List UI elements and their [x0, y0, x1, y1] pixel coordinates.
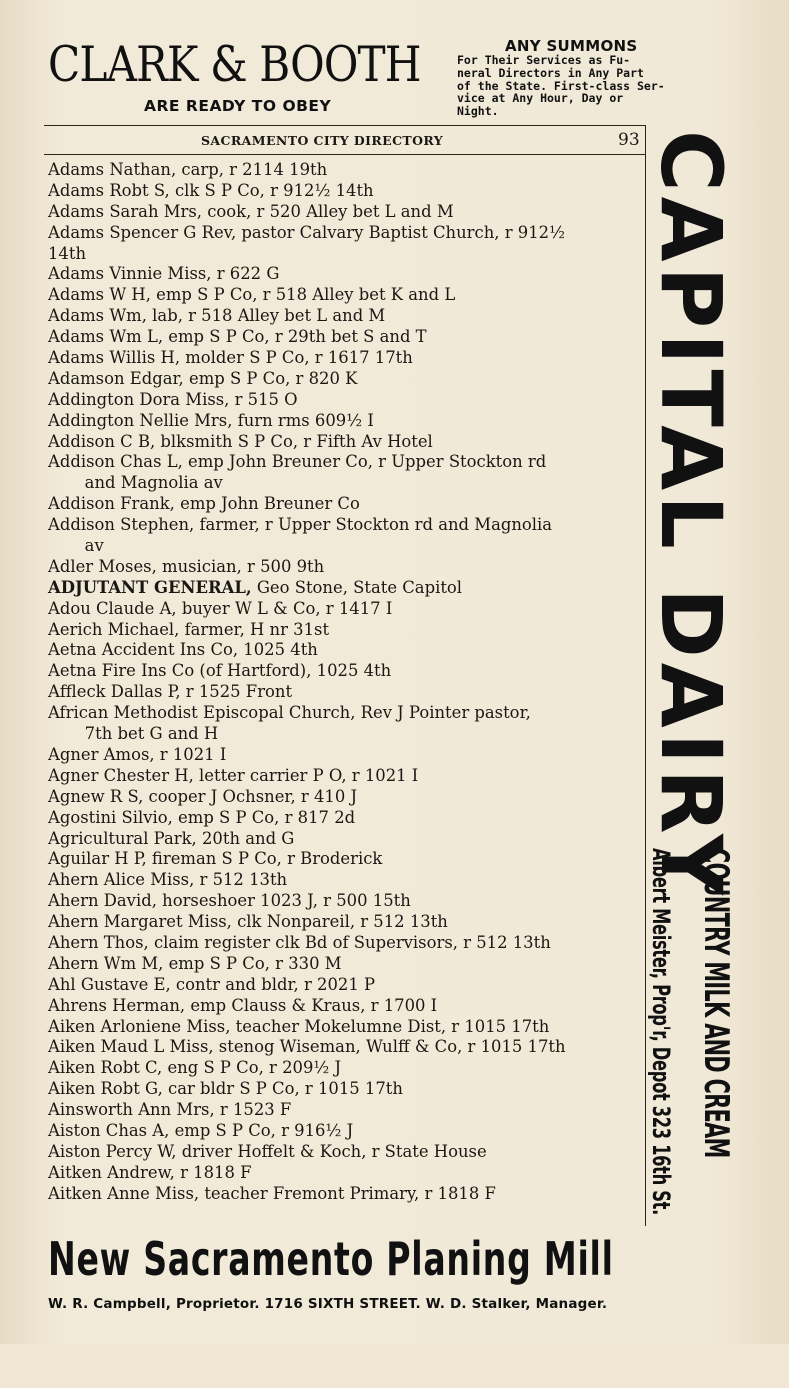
- directory-entry: Ahern David, horseshoer 1023 J, r 500 15th: [48, 891, 411, 912]
- ad-services-line: Night.: [457, 104, 499, 119]
- header-divider: [44, 154, 646, 155]
- directory-entry: Aiken Robt G, car bldr S P Co, r 1015 17th: [48, 1079, 403, 1100]
- directory-entry: Aitken Anne Miss, teacher Fremont Primary, r 1818 F: [48, 1183, 496, 1204]
- directory-entry: Ahern Margaret Miss, clk Nonpareil, r 512 13th: [48, 912, 448, 933]
- directory-entries: [48, 160, 643, 1205]
- directory-entry: Agner Chester H, letter carrier P O, r 1021 I: [48, 765, 419, 786]
- directory-entry: Aiken Robt C, eng S P Co, r 209½ J: [48, 1058, 342, 1079]
- directory-entry-continuation: 14th: [48, 243, 87, 264]
- page-number: 93: [618, 130, 640, 150]
- directory-entry: Adams Robt S, clk S P Co, r 912½ 14th: [48, 180, 374, 201]
- directory-entry: Adams Spencer G Rev, pastor Calvary Baptist Church, r 912½: [48, 222, 565, 243]
- directory-entry: Addison Stephen, farmer, r Upper Stockton rd and Magnolia: [48, 515, 553, 536]
- directory-entry: Ainsworth Ann Mrs, r 1523 F: [48, 1100, 292, 1121]
- directory-entry: Ahern Alice Miss, r 512 13th: [48, 870, 288, 891]
- ad-services-line: of the State. First-class Ser-: [457, 78, 665, 93]
- directory-entry: Aerich Michael, farmer, H nr 31st: [48, 619, 330, 640]
- directory-entry: Adams Vinnie Miss, r 622 G: [48, 264, 280, 285]
- side-ad-product: [696, 848, 736, 1356]
- funeral-advertisement: [0, 30, 789, 125]
- mill-advertisement-subline: W. R. Campbell, Proprietor. 1716 SIXTH STREET. W. D. Stalker, Manager.: [48, 1296, 608, 1312]
- ad-services-line: vice at Any Hour, Day or: [457, 91, 624, 106]
- directory-entry: Addington Nellie Mrs, furn rms 609½ I: [48, 410, 374, 431]
- directory-entry: Addington Dora Miss, r 515 O: [48, 389, 298, 410]
- directory-entry: Agricultural Park, 20th and G: [48, 828, 295, 849]
- directory-entry: Ahern Thos, claim register clk Bd of Supervisors, r 512 13th: [48, 932, 551, 953]
- directory-entry: Adams W H, emp S P Co, r 518 Alley bet K and L: [48, 285, 456, 306]
- directory-entry: [48, 578, 622, 599]
- directory-entry: Agner Amos, r 1021 I: [48, 744, 227, 765]
- directory-entry: Addison Chas L, emp John Breuner Co, r Upper Stockton rd: [48, 452, 547, 473]
- directory-entry: Aitken Andrew, r 1818 F: [48, 1162, 252, 1183]
- directory-entry: Adams Nathan, carp, r 2114 19th: [48, 160, 328, 180]
- directory-entry: Aetna Fire Ins Co (of Hartford), 1025 4th: [48, 661, 392, 682]
- directory-entry: Aetna Accident Ins Co, 1025 4th: [48, 640, 318, 661]
- entry-bold-name: ADJUTANT GENERAL,: [48, 577, 252, 598]
- directory-entry: Agnew R S, cooper J Ochsner, r 410 J: [48, 786, 358, 807]
- directory-entry: Adams Willis H, molder S P Co, r 1617 17th: [48, 348, 413, 369]
- entry-detail: Geo Stone, State Capitol: [251, 577, 463, 598]
- directory-entry-continuation: and Magnolia av: [84, 473, 223, 494]
- directory-entry: Adams Wm, lab, r 518 Alley bet L and M: [48, 306, 386, 327]
- ad-services-line: neral Directors in Any Part: [457, 65, 644, 80]
- directory-entry: Addison Frank, emp John Breuner Co: [48, 494, 360, 515]
- directory-entry: Aguilar H P, fireman S P Co, r Broderick: [48, 849, 383, 870]
- running-header-title: SACRAMENTO CITY DIRECTORY: [201, 133, 444, 148]
- side-ad-dairy-name: CAPITAL DAIRY: [642, 130, 740, 900]
- ad-summons-block: [457, 38, 692, 118]
- side-ad-proprietor: [648, 848, 674, 1388]
- side-ad-proprietor-text: Albert Meister, Prop'r, Depot 323 16th St.: [647, 848, 675, 1215]
- directory-entry: Ahl Gustave E, contr and bldr, r 2021 P: [48, 974, 376, 995]
- directory-entry: Adams Sarah Mrs, cook, r 520 Alley bet L and M: [48, 201, 454, 222]
- directory-entry-continuation: av: [84, 536, 104, 557]
- directory-entry: Ahern Wm M, emp S P Co, r 330 M: [48, 953, 342, 974]
- directory-entry: Aiston Percy W, driver Hoffelt & Koch, r State House: [48, 1141, 487, 1162]
- directory-entry: Aiken Arloniene Miss, teacher Mokelumne Dist, r 1015 17th: [48, 1016, 550, 1037]
- ad-brand-name: CLARK & BOOTH: [48, 36, 421, 93]
- directory-entry: Aiken Maud L Miss, stenog Wiseman, Wulff & Co, r 1015 17th: [48, 1037, 566, 1058]
- directory-entry: Aiston Chas A, emp S P Co, r 916½ J: [48, 1120, 354, 1141]
- mill-advertisement-title: New Sacramento Planing Mill: [48, 1232, 614, 1286]
- directory-entry: Agostini Silvio, emp S P Co, r 817 2d: [48, 807, 356, 828]
- ad-tagline: ARE READY TO OBEY: [144, 97, 332, 115]
- side-ad-product-text: COUNTRY MILK AND CREAM: [696, 848, 736, 1158]
- directory-entry: African Methodist Episcopal Church, Rev J Pointer pastor,: [48, 703, 531, 724]
- directory-entry: Addison C B, blksmith S P Co, r Fifth Av Hotel: [48, 431, 433, 452]
- directory-entry: Adamson Edgar, emp S P Co, r 820 K: [48, 368, 358, 389]
- directory-entry: Affleck Dallas P, r 1525 Front: [48, 682, 293, 703]
- directory-entry: Adler Moses, musician, r 500 9th: [48, 556, 325, 577]
- ad-services-line: For Their Services as Fu-: [457, 53, 631, 67]
- directory-entry-continuation: 7th bet G and H: [84, 724, 219, 745]
- directory-entry: Adou Claude A, buyer W L & Co, r 1417 I: [48, 598, 393, 619]
- directory-entry: Adams Wm L, emp S P Co, r 29th bet S and T: [48, 327, 427, 348]
- ad-summons: ANY SUMMONS: [505, 37, 638, 55]
- directory-entry: Ahrens Herman, emp Clauss & Kraus, r 1700 I: [48, 995, 438, 1016]
